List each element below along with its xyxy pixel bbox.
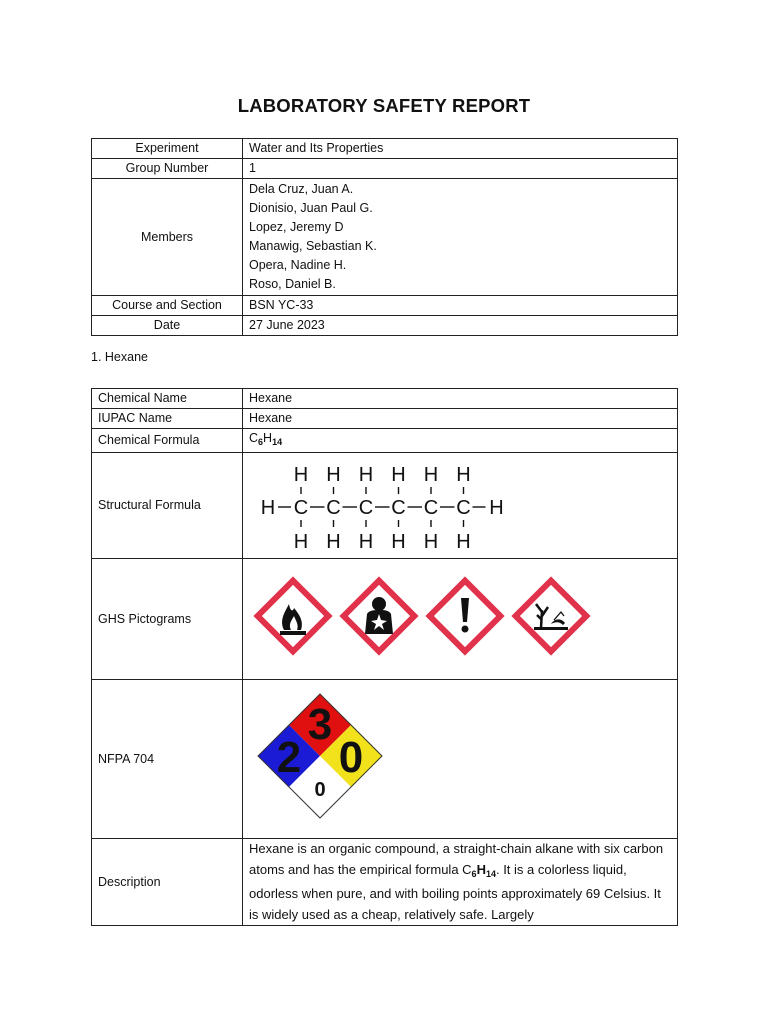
member-name: Roso, Daniel B. bbox=[249, 277, 336, 291]
description-sub-2: 14 bbox=[485, 868, 496, 879]
nfpa-cell bbox=[243, 680, 678, 839]
hydrogen-atom: H bbox=[260, 497, 276, 519]
nfpa-704-diamond bbox=[243, 680, 443, 838]
experiment-label: Experiment bbox=[92, 139, 243, 159]
structural-formula-diagram bbox=[243, 453, 543, 558]
chemical-table bbox=[91, 388, 678, 926]
description-sub-1: 6 bbox=[471, 868, 477, 879]
iupac-label: IUPAC Name bbox=[92, 409, 243, 429]
formula-c: C bbox=[249, 431, 259, 445]
carbon-atom: C bbox=[293, 497, 309, 519]
table-row bbox=[92, 179, 678, 296]
table-row bbox=[92, 559, 678, 680]
environment-icon bbox=[516, 581, 587, 652]
formula-h-sub: 14 bbox=[272, 437, 283, 447]
carbon-atom: C bbox=[423, 497, 439, 519]
hydrogen-atom: H bbox=[293, 464, 309, 486]
hydrogen-atom: H bbox=[391, 531, 406, 553]
member-name: Opera, Nadine H. bbox=[249, 258, 347, 272]
members-label: Members bbox=[92, 179, 243, 296]
member-name: Dionisio, Juan Paul G. bbox=[249, 201, 373, 215]
formula-value bbox=[243, 429, 678, 453]
chemical-name-value: Hexane bbox=[243, 389, 678, 409]
table-row bbox=[92, 680, 678, 839]
group-label: Group Number bbox=[92, 159, 243, 179]
hydrogen-atom: H bbox=[423, 464, 439, 486]
date-value: 27 June 2023 bbox=[243, 316, 678, 336]
table-row bbox=[92, 429, 678, 453]
carbon-atom: C bbox=[326, 497, 341, 519]
hydrogen-atom: H bbox=[293, 531, 309, 553]
course-value: BSN YC-33 bbox=[243, 296, 678, 316]
table-row bbox=[92, 453, 678, 559]
table-row bbox=[92, 159, 678, 179]
carbon-atom: C bbox=[358, 497, 374, 519]
flame-icon bbox=[258, 581, 329, 652]
hydrogen-atom: H bbox=[358, 464, 374, 486]
ghs-cell bbox=[243, 559, 678, 680]
structural-label: Structural Formula bbox=[92, 453, 243, 559]
description-part-1: Hexane is an organic compound, a straight-chain alkane with six carbon atoms and has the empirical formula C bbox=[249, 841, 664, 877]
hydrogen-atom: H bbox=[391, 464, 406, 486]
formula-label: Chemical Formula bbox=[92, 429, 243, 453]
table-row bbox=[92, 409, 678, 429]
carbon-atom: C bbox=[456, 497, 471, 519]
nfpa-health-value: 2 bbox=[276, 733, 302, 782]
description-label: Description bbox=[92, 839, 243, 926]
description-text bbox=[243, 839, 678, 926]
experiment-value: Water and Its Properties bbox=[243, 139, 678, 159]
hydrogen-atom: H bbox=[489, 497, 504, 519]
table-row bbox=[92, 296, 678, 316]
ghs-pictograms bbox=[243, 559, 603, 679]
nfpa-special-value: 0 bbox=[314, 779, 326, 801]
info-table bbox=[91, 138, 678, 336]
exclamation-mark-icon bbox=[430, 581, 501, 652]
hydrogen-atom: H bbox=[456, 464, 471, 486]
structural-cell bbox=[243, 453, 678, 559]
description-part-2: . It is a colorless liquid, odorless when pure, and with boiling points approximately 69 Celsius. It is widely used as a cheap, relatively safe. Largely bbox=[249, 861, 661, 922]
members-list bbox=[243, 179, 678, 296]
nfpa-instability-value: 0 bbox=[338, 733, 364, 782]
carbon-atom: C bbox=[391, 497, 406, 519]
report-title: LABORATORY SAFETY REPORT bbox=[237, 95, 531, 116]
formula-h: H bbox=[263, 431, 273, 445]
date-label: Date bbox=[92, 316, 243, 336]
table-row bbox=[92, 839, 678, 926]
hydrogen-atom: H bbox=[326, 531, 341, 553]
section-heading: 1. Hexane bbox=[91, 350, 148, 364]
nfpa-label: NFPA 704 bbox=[92, 680, 243, 839]
member-name: Lopez, Jeremy D bbox=[249, 220, 344, 234]
iupac-value: Hexane bbox=[243, 409, 678, 429]
member-name: Dela Cruz, Juan A. bbox=[249, 182, 354, 196]
table-row bbox=[92, 316, 678, 336]
hydrogen-atom: H bbox=[326, 464, 341, 486]
ghs-label: GHS Pictograms bbox=[92, 559, 243, 680]
table-row bbox=[92, 389, 678, 409]
hydrogen-atom: H bbox=[456, 531, 471, 553]
group-value: 1 bbox=[243, 159, 678, 179]
formula-c-sub: 6 bbox=[258, 437, 264, 447]
nfpa-flammability-value: 3 bbox=[307, 700, 333, 749]
member-name: Manawig, Sebastian K. bbox=[249, 239, 377, 253]
description-h: H bbox=[476, 861, 486, 877]
hydrogen-atom: H bbox=[358, 531, 374, 553]
chemical-name-label: Chemical Name bbox=[92, 389, 243, 409]
course-label: Course and Section bbox=[92, 296, 243, 316]
hydrogen-atom: H bbox=[423, 531, 439, 553]
table-row bbox=[92, 139, 678, 159]
health-hazard-icon bbox=[344, 581, 415, 652]
